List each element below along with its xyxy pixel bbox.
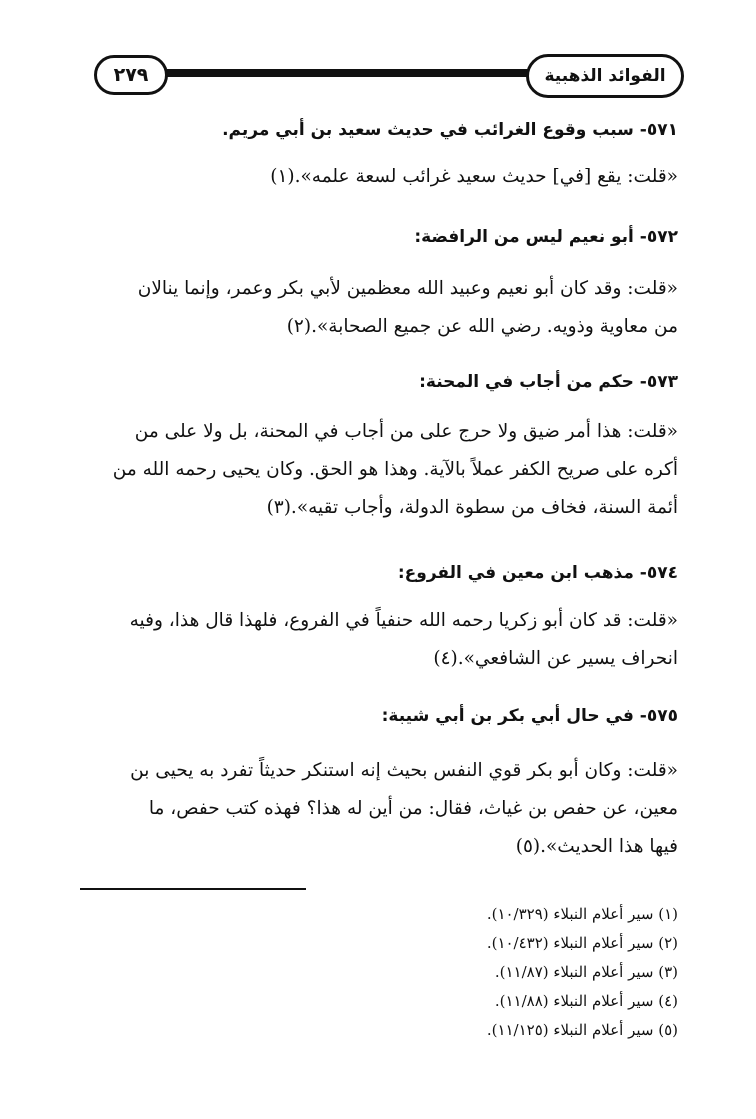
section-body-575 — [78, 752, 678, 866]
footnote-5: (٥) سير أعلام النبلاء (١١/١٢٥). — [486, 1021, 678, 1039]
body-line: انحراف يسير عن الشافعي».(٤) — [433, 648, 678, 669]
page-number: ٢٧٩ — [94, 55, 168, 95]
footnote-1: (١) سير أعلام النبلاء (١٠/٣٢٩). — [486, 905, 678, 923]
section-body-572 — [78, 270, 678, 346]
body-line: «قلت: يقع [في] حديث سعيد غرائب لسعة علمه».(١) — [270, 166, 678, 187]
header-rule — [144, 69, 534, 77]
section-heading-575: ٥٧٥- في حال أبي بكر بن أبي شيبة: — [381, 706, 678, 726]
footnote-separator — [80, 888, 306, 890]
body-line: أكره على صريح الكفر عملاً بالآية. وهذا هو الحق. وكان يحيى رحمه الله من — [112, 459, 678, 480]
body-line: «قلت: وكان أبو بكر قوي النفس بحيث إنه استنكر حديثاً تفرد به يحيى بن — [130, 760, 678, 781]
section-body-571 — [78, 158, 678, 196]
body-line: «قلت: هذا أمر ضيق ولا حرج على من أجاب في المحنة، بل ولا على من — [134, 421, 678, 442]
body-line: فيها هذا الحديث».(٥) — [515, 836, 678, 857]
body-line: «قلت: وقد كان أبو نعيم وعبيد الله معظمين لأبي بكر وعمر، وإنما ينالان — [137, 278, 678, 299]
running-title: الفوائد الذهبية — [526, 54, 684, 98]
body-line: أئمة السنة، فخاف من سطوة الدولة، وأجاب تقيه».(٣) — [266, 497, 678, 518]
footnote-2: (٢) سير أعلام النبلاء (١٠/٤٣٢). — [486, 934, 678, 952]
body-line: معين، عن حفص بن غياث، فقال: من أين له هذا؟ فهذه كتب حفص، ما — [148, 798, 678, 819]
section-body-574 — [78, 602, 678, 678]
section-body-573 — [78, 413, 678, 527]
section-heading-571: ٥٧١- سبب وقوع الغرائب في حديث سعيد بن أبي مريم. — [222, 120, 678, 140]
page-header — [94, 52, 684, 100]
section-heading-572: ٥٧٢- أبو نعيم ليس من الرافضة: — [414, 227, 678, 247]
section-heading-573: ٥٧٣- حكم من أجاب في المحنة: — [419, 372, 678, 392]
footnote-4: (٤) سير أعلام النبلاء (١١/٨٨). — [494, 992, 678, 1010]
body-line: من معاوية وذويه. رضي الله عن جميع الصحابة».(٢) — [286, 316, 678, 337]
body-line: «قلت: قد كان أبو زكريا رحمه الله حنفياً في الفروع، فلهذا قال هذا، وفيه — [129, 610, 678, 631]
section-heading-574: ٥٧٤- مذهب ابن معين في الفروع: — [397, 563, 678, 583]
footnote-3: (٣) سير أعلام النبلاء (١١/٨٧). — [494, 963, 678, 981]
